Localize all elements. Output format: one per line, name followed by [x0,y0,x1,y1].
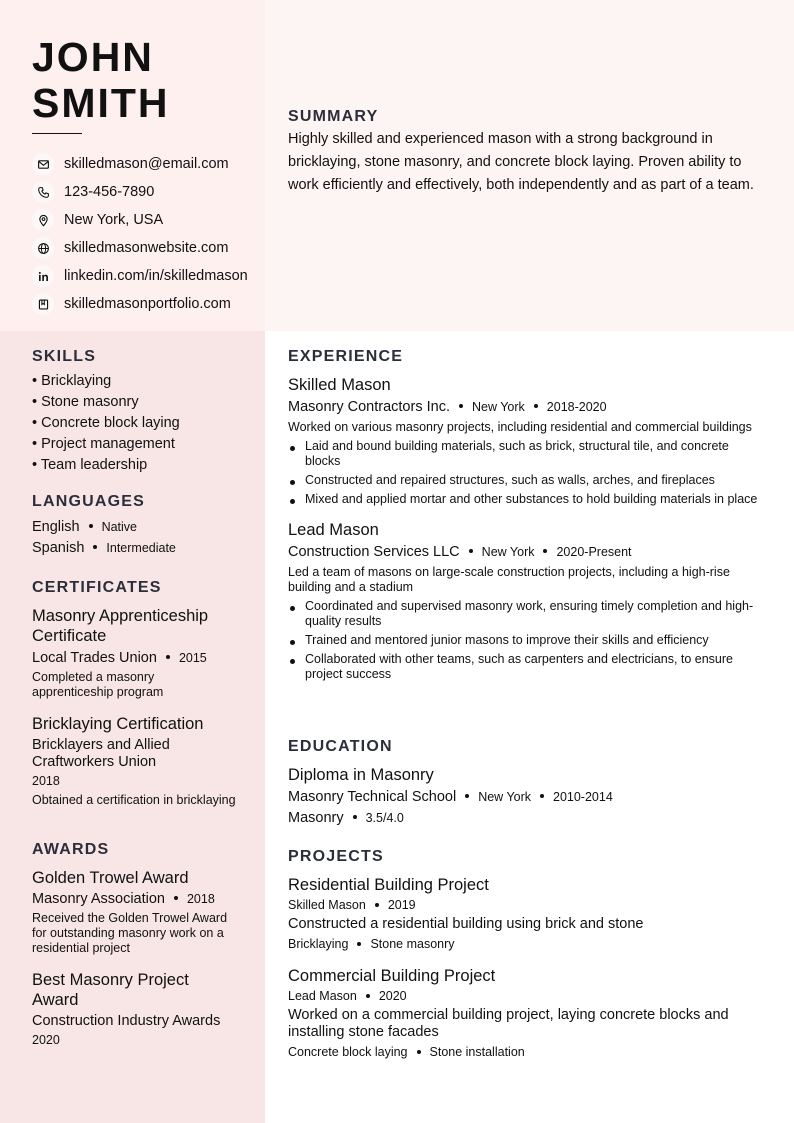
certificates-heading: CERTIFICATES [32,579,162,596]
project-tag: Stone masonry [370,937,455,951]
language-item [32,538,237,559]
separator-dot [366,994,370,998]
skill-item: • Bricklaying [32,373,112,389]
name-divider [32,133,82,134]
award-org-line [32,891,237,908]
job-item [288,520,758,682]
award-org: Construction Industry Awards [32,1013,221,1029]
award-item [32,868,237,956]
phone-icon [32,181,54,203]
contact-portfolio[interactable] [32,290,262,318]
separator-dot [174,896,178,900]
project-tags [288,1044,758,1060]
contact-email-text: skilledmason@email.com [64,156,229,172]
candidate-name [32,34,170,126]
job-dates: 2018-2020 [546,400,607,414]
language-item [32,517,237,538]
experience-section [288,348,758,686]
certificates-section [32,579,237,808]
skill-item: • Project management [32,436,175,452]
job-company: Masonry Contractors Inc. [288,399,450,415]
separator-dot [534,404,538,408]
skills-list [32,371,237,476]
language-name: Spanish [32,540,85,556]
contact-website-text: skilledmasonwebsite.com [64,240,229,256]
job-meta-line [288,543,758,561]
separator-dot [375,903,379,907]
languages-section [32,493,237,559]
certificate-org: Bricklayers and Allied Craftworkers Union [32,737,170,770]
award-year: 2020 [32,1033,60,1047]
location-icon [32,209,54,231]
project-meta-line [288,897,758,913]
job-bullet: Mixed and applied mortar and other substances to hold building materials in place [288,492,758,507]
awards-heading: AWARDS [32,841,110,858]
job-bullets [288,439,758,507]
certificate-year: 2015 [178,651,207,665]
job-bullet: Constructed and repaired structures, such as walls, arches, and fireplaces [288,473,758,488]
award-title: Best Masonry Project Award [32,971,189,1009]
award-org: Masonry Association [32,891,165,907]
skills-heading: SKILLS [32,348,97,365]
skill-item: • Team leadership [32,457,148,473]
contact-location-text: New York, USA [64,212,164,228]
job-meta-line [288,398,758,416]
contact-portfolio-text: skilledmasonportfolio.com [64,296,231,312]
project-meta-line [288,988,758,1004]
project-title: Residential Building Project [288,876,489,894]
education-meta-line [288,788,758,806]
project-description: Constructed a residential building using brick and stone [288,916,644,932]
job-title: Lead Mason [288,521,379,539]
award-title: Golden Trowel Award [32,869,189,887]
separator-dot [469,549,473,553]
skill-item: • Stone masonry [32,394,139,410]
separator-dot [353,815,357,819]
job-item [288,375,758,507]
project-title: Commercial Building Project [288,967,496,985]
separator-dot [357,942,361,946]
awards-section [32,841,237,1048]
skill-item: • Concrete block laying [32,415,180,431]
education-gpa: 3.5/4.0 [365,811,404,825]
award-desc: Received the Golden Trowel Award for outstanding masonry work on a residential project [32,911,228,955]
project-item [288,966,758,1060]
project-role: Lead Mason [288,989,357,1003]
education-school: Masonry Technical School [288,789,457,805]
certificate-year: 2018 [32,774,60,788]
job-description: Led a team of masons on large-scale construction projects, including a high-rise building and a stadium [288,565,730,594]
award-item [32,970,237,1048]
separator-dot [540,794,544,798]
job-location: New York [471,400,525,414]
project-tag: Stone installation [429,1045,525,1059]
skills-section [32,348,237,476]
language-level: Intermediate [106,541,176,555]
certificate-desc: Obtained a certification in bricklaying [32,793,236,807]
project-year: 2019 [387,898,416,912]
name-first: JOHN [32,34,154,80]
project-tag: Concrete block laying [288,1045,408,1059]
certificate-title: Masonry Apprenticeship Certificate [32,607,209,645]
summary-section [288,108,768,197]
project-description: Worked on a commercial building project, laying concrete blocks and installing stone facades [288,1007,729,1040]
contact-phone-text: 123-456-7890 [64,184,155,200]
projects-heading: PROJECTS [288,848,384,865]
project-tags [288,936,758,952]
separator-dot [417,1050,421,1054]
summary-text: Highly skilled and experienced mason with a strong background in bricklaying, stone masonry, and concrete block laying. Proven ability to work efficiently and effectively, both independently and as part of a team. [288,131,754,193]
job-location: New York [481,545,535,559]
project-item [288,875,758,952]
job-bullet: Collaborated with other teams, such as carpenters and electricians, to ensure project success [288,652,758,682]
contact-phone[interactable] [32,178,262,206]
contact-linkedin-text: linkedin.com/in/skilledmason [64,268,248,284]
project-role: Skilled Mason [288,898,366,912]
experience-heading: EXPERIENCE [288,348,404,365]
job-description: Worked on various masonry projects, including residential and commercial buildings [288,420,752,434]
contact-list [32,150,262,318]
award-year: 2018 [186,892,215,906]
language-name: English [32,519,80,535]
education-location: New York [478,790,531,804]
certificate-org-line [32,650,237,667]
contact-linkedin[interactable] [32,262,262,290]
mail-icon [32,153,54,175]
contact-location [32,206,262,234]
job-bullet: Trained and mentored junior masons to improve their skills and efficiency [288,633,758,648]
contact-email[interactable] [32,150,262,178]
project-year: 2020 [378,989,407,1003]
summary-heading: SUMMARY [288,108,379,125]
languages-heading: LANGUAGES [32,493,146,510]
certificate-item [32,714,237,808]
linkedin-icon [32,265,54,287]
certificate-item [32,606,237,700]
project-tag: Bricklaying [288,937,349,951]
contact-website[interactable] [32,234,262,262]
job-company: Construction Services LLC [288,544,460,560]
job-bullet: Laid and bound building materials, such as brick, structural tile, and concrete blocks [288,439,758,469]
education-field-line [288,809,758,827]
separator-dot [459,404,463,408]
separator-dot [543,549,547,553]
education-section [288,738,758,827]
separator-dot [89,524,93,528]
education-degree: Diploma in Masonry [288,766,434,784]
certificate-desc: Completed a masonry apprenticeship program [32,670,164,699]
separator-dot [166,655,170,659]
education-heading: EDUCATION [288,738,393,755]
portfolio-icon [32,293,54,315]
education-dates: 2010-2014 [553,790,613,804]
separator-dot [465,794,469,798]
job-title: Skilled Mason [288,376,391,394]
language-level: Native [101,520,137,534]
job-bullet: Coordinated and supervised masonry work, ensuring timely completion and high-quality results [288,599,758,629]
education-field: Masonry [288,810,344,826]
job-bullets [288,599,758,682]
certificate-org: Local Trades Union [32,650,157,666]
projects-section [288,848,758,1060]
certificate-title: Bricklaying Certification [32,715,204,733]
name-last: SMITH [32,80,170,126]
job-dates: 2020-Present [556,545,632,559]
globe-icon [32,237,54,259]
separator-dot [93,545,97,549]
